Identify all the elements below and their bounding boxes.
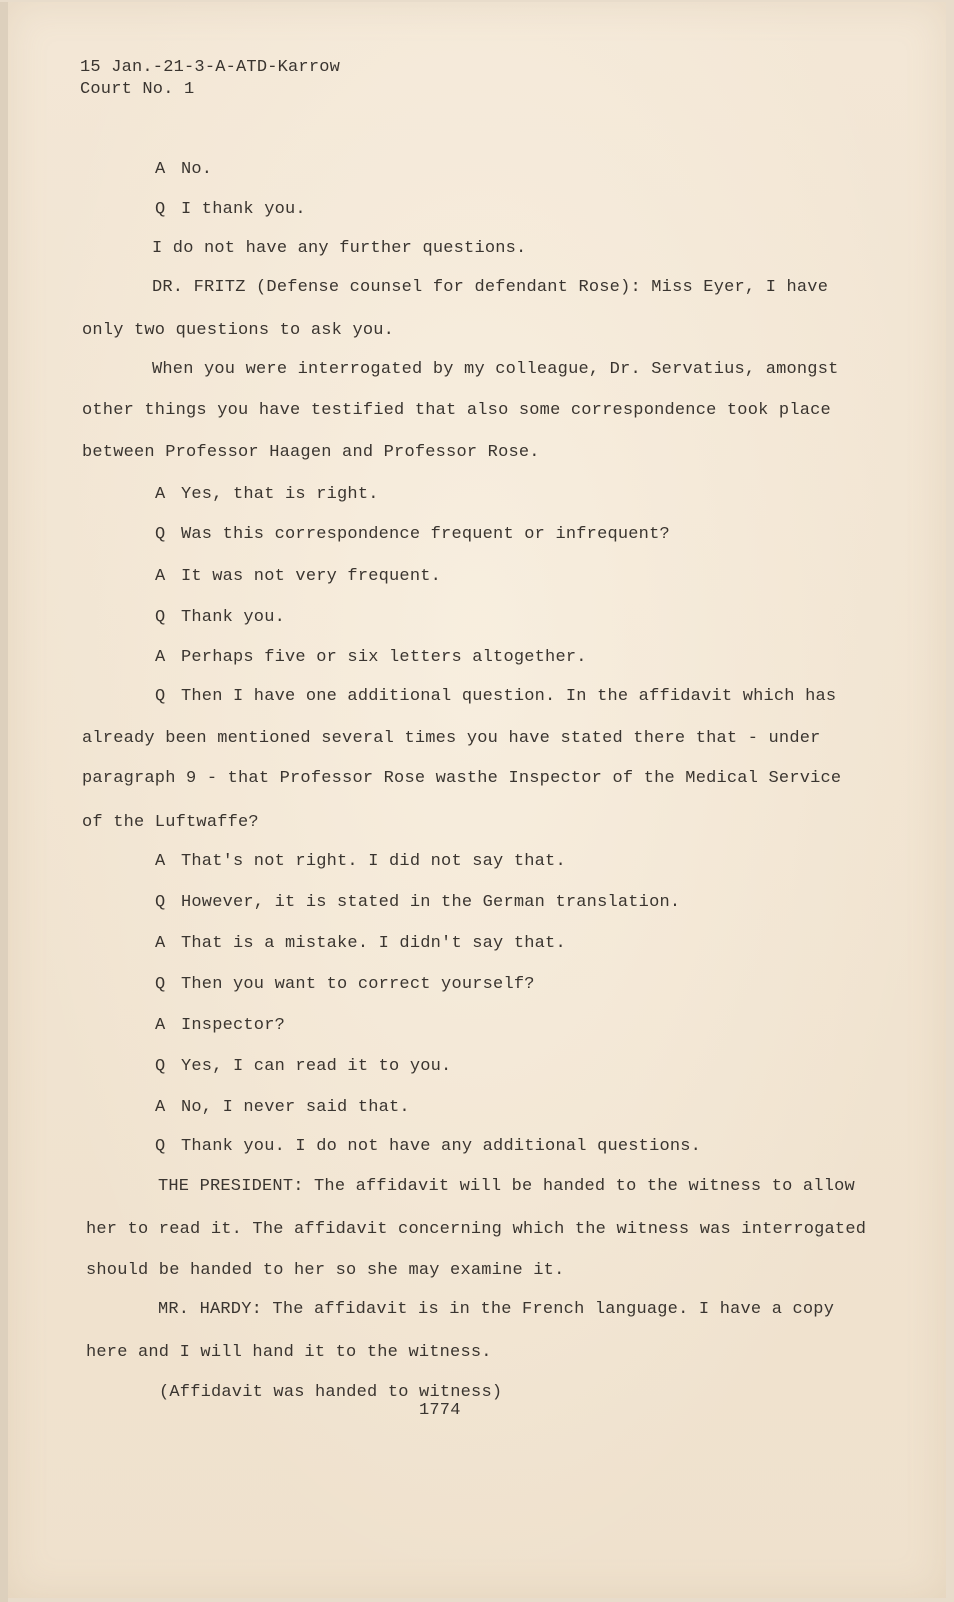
- answer-text: Inspector?: [181, 1016, 286, 1035]
- question-text: Thank you.: [181, 608, 286, 627]
- answer-line: [155, 934, 566, 954]
- page-edge: [0, 2, 8, 1602]
- question-marker: Q: [155, 200, 166, 219]
- speaker-line-mr-hardy: MR. HARDY: The affidavit is in the French language. I have a copy: [158, 1300, 835, 1319]
- question-text: Was this correspondence frequent or infrequent?: [181, 525, 670, 544]
- answer-marker: A: [155, 852, 166, 871]
- answer-text: It was not very frequent.: [181, 567, 442, 586]
- question-text: Then you want to correct yourself?: [181, 975, 535, 994]
- question-line: [155, 608, 285, 628]
- page-number: 1774: [419, 1401, 461, 1420]
- answer-marker: A: [155, 485, 166, 504]
- stage-direction: (Affidavit was handed to witness): [159, 1383, 503, 1402]
- question-marker: Q: [155, 525, 166, 544]
- answer-line: [155, 1016, 285, 1036]
- answer-line: [155, 160, 212, 180]
- question-text: Yes, I can read it to you.: [181, 1057, 452, 1076]
- question-line: [155, 525, 670, 545]
- answer-line: [155, 852, 566, 872]
- answer-text: No.: [181, 160, 213, 179]
- header-line-2: Court No. 1: [80, 80, 195, 99]
- question-marker: Q: [155, 893, 166, 912]
- continuation-line: of the Luftwaffe?: [82, 813, 259, 832]
- header-line-1: 15 Jan.-21-3-A-ATD-Karrow: [80, 58, 341, 77]
- continuation-line: already been mentioned several times you have stated there that - under: [82, 729, 821, 748]
- continuation-line: here and I will hand it to the witness.: [86, 1343, 492, 1362]
- paragraph-line: When you were interrogated by my colleague, Dr. Servatius, amongst: [152, 360, 839, 379]
- answer-marker: A: [155, 648, 166, 667]
- answer-marker: A: [155, 1098, 166, 1117]
- answer-marker: A: [155, 934, 166, 953]
- answer-text: No, I never said that.: [181, 1098, 410, 1117]
- question-line: [155, 1137, 701, 1157]
- question-line: [155, 1057, 451, 1077]
- answer-marker: A: [155, 160, 166, 179]
- answer-line: [155, 567, 441, 587]
- question-line: [155, 893, 680, 913]
- answer-line: [155, 485, 379, 505]
- question-line: [155, 975, 535, 995]
- answer-marker: A: [155, 1016, 166, 1035]
- question-line: [155, 687, 836, 707]
- answer-text: Perhaps five or six letters altogether.: [181, 648, 587, 667]
- answer-marker: A: [155, 567, 166, 586]
- speaker-line-the-president: THE PRESIDENT: The affidavit will be handed to the witness to allow: [158, 1177, 855, 1196]
- question-text: I thank you.: [181, 200, 306, 219]
- continuation-line: only two questions to ask you.: [82, 321, 395, 340]
- statement-line: I do not have any further questions.: [152, 239, 527, 258]
- question-text: Thank you. I do not have any additional questions.: [181, 1137, 702, 1156]
- question-text: However, it is stated in the German translation.: [181, 893, 681, 912]
- continuation-line: other things you have testified that also some correspondence took place: [82, 401, 831, 420]
- question-line: [155, 200, 306, 220]
- answer-text: That's not right. I did not say that.: [181, 852, 566, 871]
- question-text: Then I have one additional question. In the affidavit which has: [181, 687, 837, 706]
- continuation-line: should be handed to her so she may examine it.: [86, 1261, 565, 1280]
- question-marker: Q: [155, 1057, 166, 1076]
- answer-line: [155, 1098, 410, 1118]
- answer-line: [155, 648, 587, 668]
- answer-text: Yes, that is right.: [181, 485, 379, 504]
- continuation-line: between Professor Haagen and Professor Rose.: [82, 443, 540, 462]
- question-marker: Q: [155, 687, 166, 706]
- speaker-line-dr-fritz: DR. FRITZ (Defense counsel for defendant Rose): Miss Eyer, I have: [152, 278, 829, 297]
- transcript-page: [8, 2, 946, 1598]
- question-marker: Q: [155, 608, 166, 627]
- continuation-line: her to read it. The affidavit concerning which the witness was interrogated: [86, 1220, 867, 1239]
- question-marker: Q: [155, 975, 166, 994]
- question-marker: Q: [155, 1137, 166, 1156]
- continuation-line: paragraph 9 - that Professor Rose wasthe Inspector of the Medical Service: [82, 769, 842, 788]
- answer-text: That is a mistake. I didn't say that.: [181, 934, 566, 953]
